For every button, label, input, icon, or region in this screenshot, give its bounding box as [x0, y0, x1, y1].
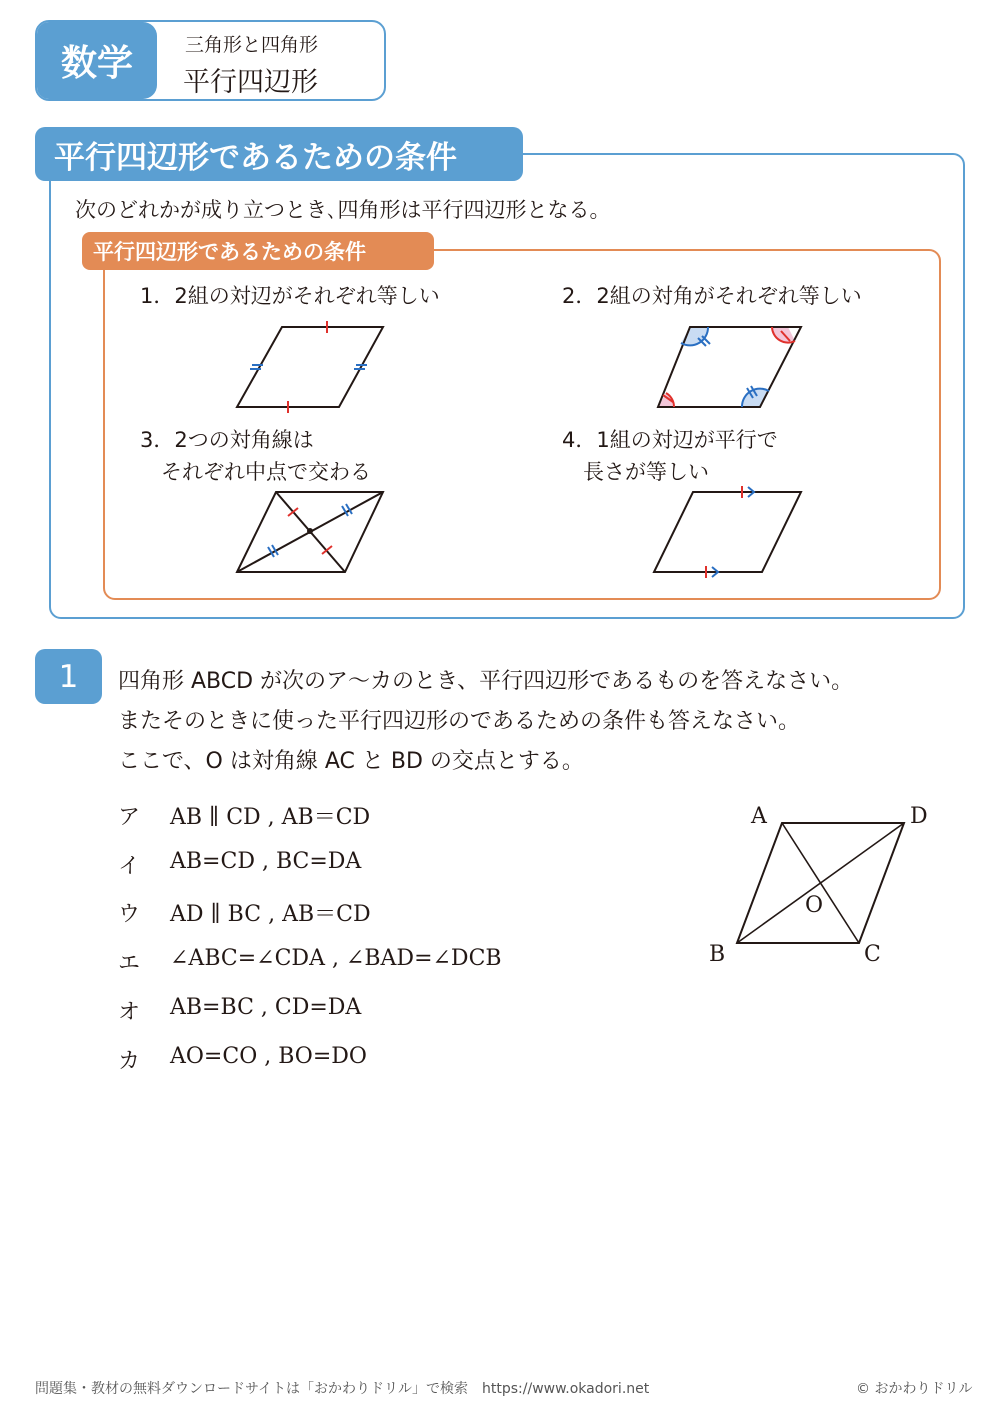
condition-1: 1．2組の対辺がそれぞれ等しい: [140, 284, 440, 308]
footer-site-text: 問題集・教材の無料ダウンロードサイトは「おかわりドリル」で検索 https://www.okadori.net: [35, 1381, 650, 1397]
choice-label: イ: [118, 854, 141, 879]
condition-4: 4．1組の対辺が平行で 長さが等しい: [562, 428, 778, 484]
condition-3: 3．2つの対角線は それぞれ中点で交わる: [140, 428, 371, 484]
choice-text: AO=CO , BO=DO: [170, 1044, 367, 1069]
subject-label: 数学: [37, 22, 157, 99]
choice-label: カ: [118, 1049, 141, 1074]
vertex-label-d: D: [910, 804, 928, 829]
choice-label: ア: [118, 805, 141, 830]
problem-statement-line-3: ここで、O は対角線 AC と BD の交点とする。: [118, 749, 584, 774]
conditions-title: 平行四辺形であるための条件: [82, 232, 434, 270]
section-title: 平行四辺形であるための条件: [35, 127, 523, 181]
choice-label: オ: [118, 1000, 141, 1025]
choice-text: ∠ABC=∠CDA , ∠BAD=∠DCB: [170, 946, 502, 971]
choice-label: ウ: [118, 902, 141, 927]
problem-statement-line-1: 四角形 ABCD が次のア～カのとき、平行四辺形であるものを答えなさい。: [118, 669, 854, 694]
vertex-label-b: B: [709, 942, 726, 967]
problem-statement-line-2: またそのときに使った平行四辺形のであるための条件も答えなさい。: [118, 709, 801, 734]
vertex-label-c: C: [864, 942, 881, 967]
vertex-label-a: A: [751, 804, 767, 829]
choice-text: AB ∥ CD , AB＝CD: [170, 805, 371, 830]
figure-parallel-equal: [650, 483, 815, 581]
topic-label: 平行四辺形: [183, 67, 318, 98]
choice-label: エ: [118, 951, 141, 976]
figure-equal-angles: [650, 318, 815, 416]
footer-copyright: © おかわりドリル: [856, 1381, 973, 1397]
header-box: [35, 20, 386, 101]
intersection-label-o: O: [805, 893, 824, 918]
choice-text: AB=CD , BC=DA: [170, 849, 362, 874]
section-intro: 次のどれかが成り立つとき､四角形は平行四辺形となる。: [75, 198, 611, 222]
condition-2: 2．2組の対角がそれぞれ等しい: [562, 284, 862, 308]
choice-text: AD ∥ BC , AB＝CD: [170, 902, 371, 927]
figure-equal-sides: [230, 318, 395, 416]
unit-label: 三角形と四角形: [185, 34, 319, 56]
figure-diagonals: [230, 483, 395, 581]
choice-text: AB=BC , CD=DA: [170, 995, 362, 1020]
problem-number: 1: [35, 649, 102, 704]
